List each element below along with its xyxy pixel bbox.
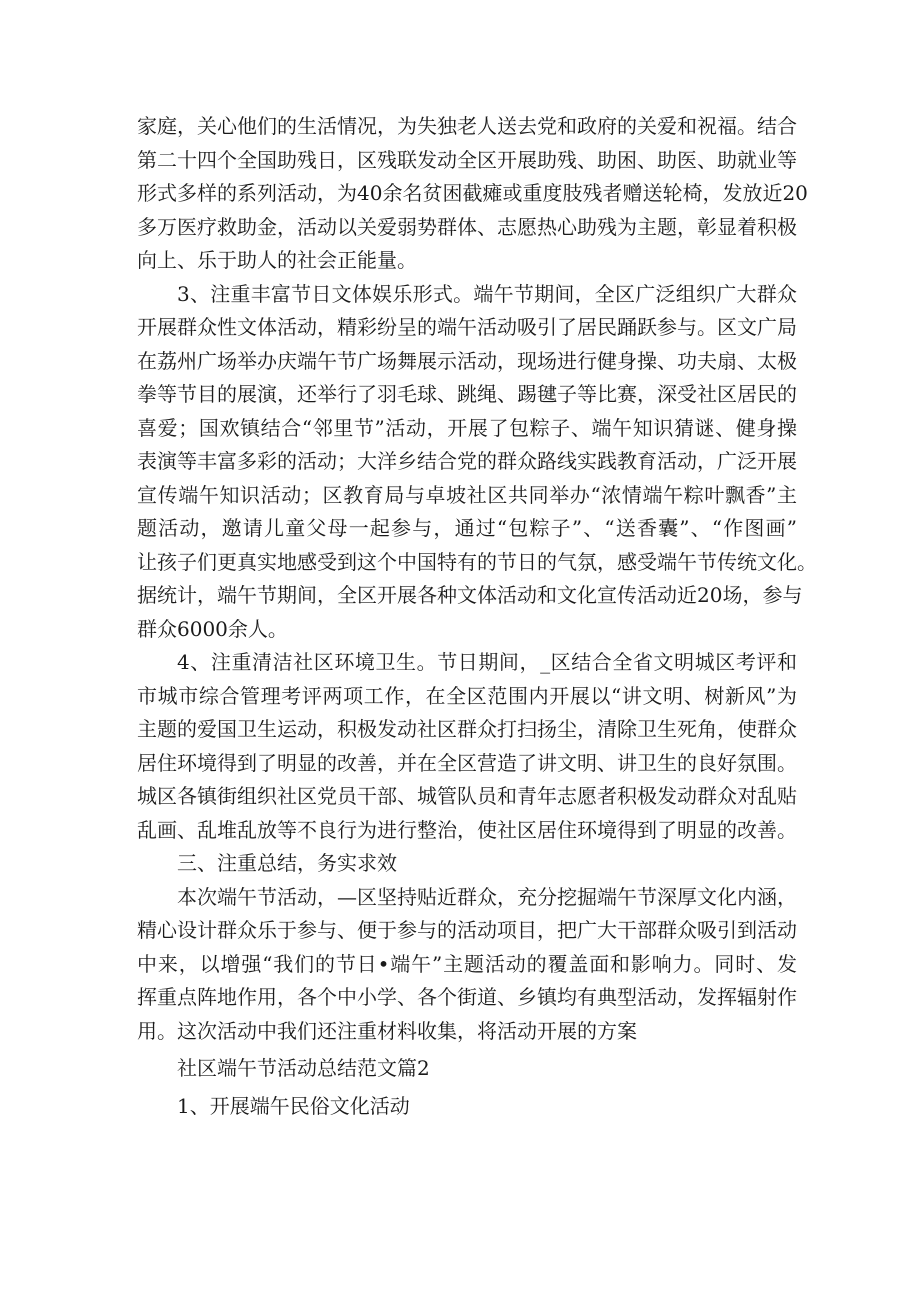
text-line: 挥重点阵地作用，各个中小学、各个街道、乡镇均有典型活动，发挥辐射作 <box>137 985 797 1009</box>
text-line: 形式多样的系列活动，为40余名贫困截瘫或重度肢残者赠送轮椅，发放近20 <box>137 181 808 205</box>
text-line: 中来，以增强“我们的节日•端午”主题活动的覆盖面和影响力。同时、发 <box>137 951 797 976</box>
text-line: 题活动，邀请儿童父母一起参与，通过“包粽子”、“送香囊”、“作图画” <box>137 516 797 540</box>
text-line: 宣传端午知识活动；区教育局与卓坡社区共同举办“浓情端午粽叶飘香”主 <box>137 482 797 507</box>
text-line: 乱画、乱堆乱放等不良行为进行整治，使社区居住环境得到了明显的改善。 <box>137 817 797 842</box>
paragraph-2 <box>137 278 817 647</box>
text-line: 让孩子们更真实地感受到这个中国特有的节日的气氛，感受端午节传统文化。 <box>137 549 817 574</box>
article-title: 社区端午节活动总结范文篇2 <box>177 1056 430 1080</box>
text-line: 3、注重丰富节日文体娱乐形式。端午节期间，全区广泛组织广大群众 <box>177 281 797 306</box>
paragraph-3 <box>137 646 797 847</box>
text-line: 群众6000余人。 <box>137 616 288 641</box>
text-line: 拳等节目的展演，还举行了羽毛球、跳绳、踢毽子等比赛，深受社区居民的 <box>137 382 797 406</box>
text-line: 家庭，关心他们的生活情况，为失独老人送去党和政府的关爱和祝福。结合 <box>137 114 797 138</box>
section-heading: 三、注重总结，务实求效 <box>177 851 397 875</box>
text-line: 据统计，端午节期间，全区开展各种文体活动和文化宣传活动近20场，参与 <box>137 583 803 607</box>
text-line: 第二十四个全国助残日，区残联发动全区开展助残、助困、助医、助就业等 <box>137 147 797 172</box>
list-item-heading: 1、开展端午民俗文化活动 <box>177 1093 410 1118</box>
paragraph-1 <box>137 110 808 278</box>
text-line: 表演等丰富多彩的活动；大洋乡结合党的群众路线实践教育活动，广泛开展 <box>137 449 797 473</box>
text-line: 用。这次活动中我们还注重材料收集，将活动开展的方案 <box>137 1018 637 1043</box>
text-line: 开展群众性文体活动，精彩纷呈的端午活动吸引了居民踊跃参与。区文广局 <box>137 315 797 339</box>
text-line: 4、注重清洁社区环境卫生。节日期间，_区结合全省文明城区考评和 <box>177 650 797 674</box>
paragraph-4 <box>137 881 797 1049</box>
text-line: 市城市综合管理考评两项工作，在全区范围内开展以“讲文明、树新风”为 <box>137 683 797 708</box>
text-line: 向上、乐于助人的社会正能量。 <box>137 248 417 272</box>
text-line: 本次端午节活动，—区坚持贴近群众，充分挖掘端午节深厚文化内涵， <box>177 884 797 909</box>
text-line: 居住环境得到了明显的改善，并在全区营造了讲文明、讲卫生的良好氛围。 <box>137 750 797 775</box>
text-line: 城区各镇街组织社区党员干部、城管队员和青年志愿者积极发动群众对乱贴 <box>137 784 797 808</box>
text-line: 多万医疗救助金，活动以关爱弱势群体、志愿热心助残为主题，彰显着积极 <box>137 214 797 239</box>
text-line: 精心设计群众乐于参与、便于参与的活动项目，把广大干部群众吸引到活动 <box>137 918 797 942</box>
text-line: 喜爱；国欢镇结合“邻里节”活动，开展了包粽子、端午知识猜谜、健身操 <box>137 415 797 440</box>
text-line: 在荔州广场举办庆端午节广场舞展示活动，现场进行健身操、功夫扇、太极 <box>137 348 797 373</box>
text-line: 主题的爱国卫生运动，积极发动社区群众打扫扬尘，清除卫生死角，使群众 <box>137 717 797 741</box>
document-page <box>137 110 817 1123</box>
